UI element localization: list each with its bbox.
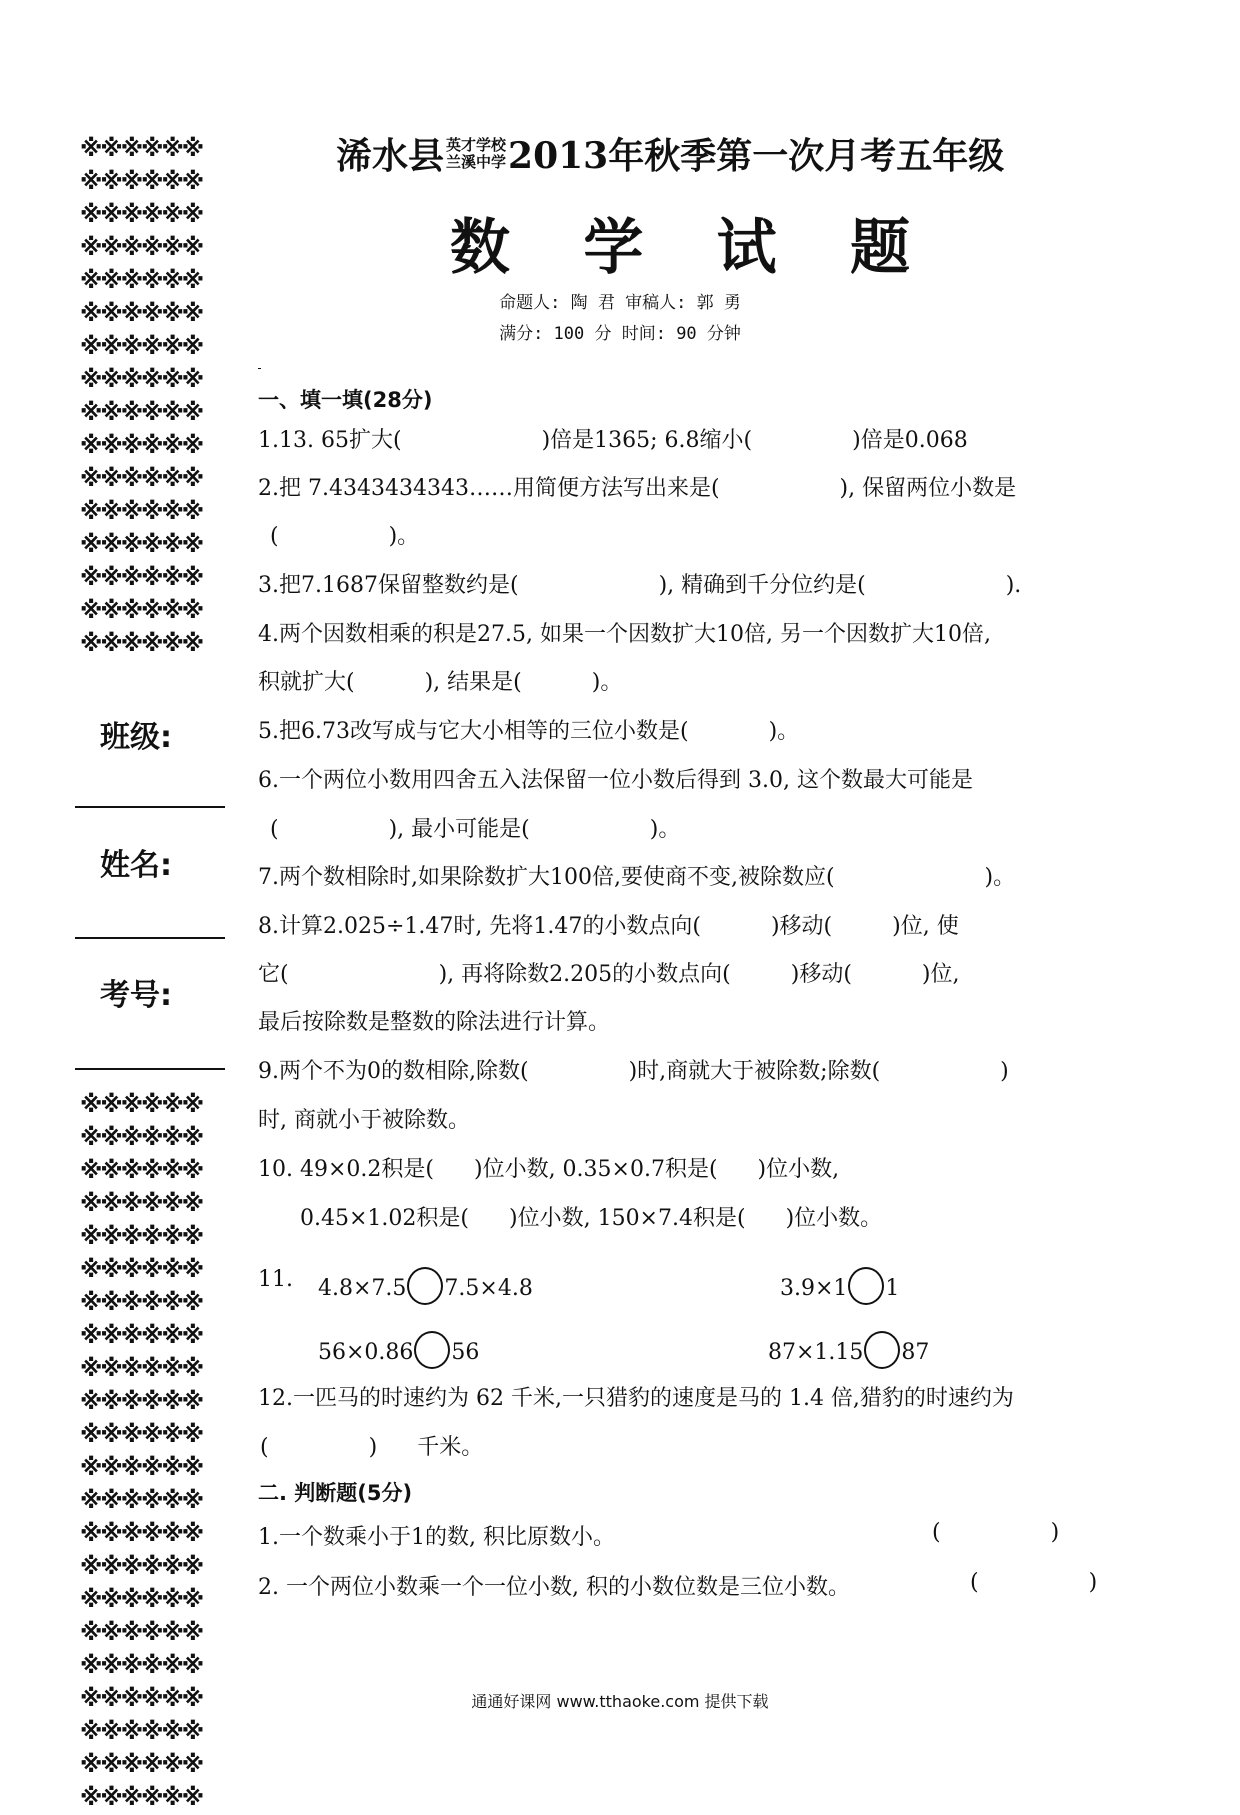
star-row: ※※※※※※ [80,268,203,294]
star-row: ※※※※※※ [80,1488,203,1514]
question-4: 4.两个因数相乘的积是27.5, 如果一个因数扩大10倍, 另一个因数扩大10倍, [258,622,991,647]
compare-expression-2: 3.9×1 1 [780,1267,899,1305]
exam-name: 2013年秋季第一次月考五年级 [508,135,1005,177]
star-row: ※※※※※※ [80,1719,203,1745]
question-6-cont: ( ), 最小可能是( )。 [270,817,681,842]
subject-char: 学 [583,213,644,283]
authors-line: 命题人: 陶 君 审稿人: 郭 勇 [499,293,741,313]
star-row: ※※※※※※ [80,202,203,228]
question-10-cont: 0.45×1.02积是( )位小数, 150×7.4积是( )位小数。 [300,1206,883,1231]
question-12: 12.一匹马的时速约为 62 千米,一只猎豹的速度是马的 1.4 倍,猎豹的时速约为 [258,1386,1014,1411]
star-row: ※※※※※※ [80,598,203,624]
star-row: ※※※※※※ [80,1752,203,1778]
compare-expression-4: 87×1.15 87 [768,1331,929,1369]
star-row: ※※※※※※ [80,631,203,657]
section2-title: 二. 判断题(5分) [258,1481,413,1505]
star-row: ※※※※※※ [80,1521,203,1547]
star-row: ※※※※※※ [80,466,203,492]
name-label: 姓名: [100,848,172,883]
compare-expression-3: 56×0.86 56 [318,1331,479,1369]
question-2-cont: ( )。 [270,524,420,549]
star-row: ※※※※※※ [80,1356,203,1382]
question-9-cont: 时, 商就小于被除数。 [258,1108,470,1133]
compare-circle[interactable] [864,1331,900,1369]
question-8: 8.计算2.025÷1.47时, 先将1.47的小数点向( )移动( )位, 使 [258,914,959,939]
star-row: ※※※※※※ [80,169,203,195]
question-2: 2.把 7.4343434343……用简便方法写出来是( ), 保留两位小数是 [258,476,1017,501]
star-row: ※※※※※※ [80,1422,203,1448]
star-row: ※※※※※※ [80,1587,203,1613]
question-8-cont: 它( ), 再将除数2.205的小数点向( )移动( )位, [258,962,960,987]
divider-tick [258,368,261,369]
question-6: 6.一个两位小数用四舍五入法保留一位小数后得到 3.0, 这个数最大可能是 [258,768,973,793]
subject-char: 题 [849,213,910,283]
star-row: ※※※※※※ [80,433,203,459]
compare-circle[interactable] [848,1267,884,1305]
star-row: ※※※※※※ [80,334,203,360]
school-bottom: 兰溪中学 [446,152,507,171]
star-row: ※※※※※※ [80,1092,203,1118]
question-4-cont: 积就扩大( ), 结果是( )。 [258,670,623,695]
subject-title [450,200,910,286]
star-row: ※※※※※※ [80,532,203,558]
question-9: 9.两个不为0的数相除,除数( )时,商就大于被除数;除数( ) [258,1059,1009,1084]
county-name: 浠水县 [336,135,445,177]
judge-question-1: 1.一个数乘小于1的数, 积比原数小。 [258,1525,615,1550]
subject-char: 试 [716,213,777,283]
section1-title: 一、填一填(28分) [258,388,433,412]
star-row: ※※※※※※ [80,1653,203,1679]
question-7: 7.两个数相除时,如果除数扩大100倍,要使商不变,被除数应( )。 [258,865,1016,890]
judge-question-2: 2. 一个两位小数乘一个一位小数, 积的小数位数是三位小数。 [258,1575,850,1600]
star-row: ※※※※※※ [80,1785,203,1811]
star-row: ※※※※※※ [80,235,203,261]
star-row: ※※※※※※ [80,1290,203,1316]
star-row: ※※※※※※ [80,1224,203,1250]
footer-credit: 通通好课网 www.tthaoke.com 提供下载 [471,1692,769,1711]
name-field[interactable] [75,937,225,939]
subject-char: 数 [450,213,510,283]
score-time-line: 满分: 100 分 时间: 90 分钟 [499,324,741,344]
star-row: ※※※※※※ [80,1257,203,1283]
star-row: ※※※※※※ [80,1620,203,1646]
star-row: ※※※※※※ [80,1455,203,1481]
compare-circle[interactable] [407,1267,443,1305]
star-row: ※※※※※※ [80,499,203,525]
question-10: 10. 49×0.2积是( )位小数, 0.35×0.7积是( )位小数, [258,1157,840,1182]
exam-number-field[interactable] [75,1068,225,1070]
star-row: ※※※※※※ [80,1686,203,1712]
question-12-cont: ( ) 千米。 [260,1435,484,1460]
question-8-end: 最后按除数是整数的除法进行计算。 [258,1010,611,1035]
star-row: ※※※※※※ [80,1554,203,1580]
question-1: 1.13. 65扩大( )倍是1365; 6.8缩小( )倍是0.068 [258,428,968,453]
school-top: 英才学校 [446,135,507,154]
star-row: ※※※※※※ [80,1125,203,1151]
compare-expression-1: 4.8×7.5 7.5×4.8 [318,1267,533,1305]
star-row: ※※※※※※ [80,367,203,393]
star-row: ※※※※※※ [80,1191,203,1217]
judge-bracket-1[interactable]: ( ) [932,1520,1060,1545]
judge-bracket-2[interactable]: ( ) [970,1570,1098,1595]
star-row: ※※※※※※ [80,400,203,426]
star-row: ※※※※※※ [80,1389,203,1415]
star-row: ※※※※※※ [80,1323,203,1349]
star-row: ※※※※※※ [80,301,203,327]
star-row: ※※※※※※ [80,136,203,162]
exam-number-label: 考号: [100,978,172,1013]
class-label: 班级: [100,720,172,755]
exam-title [336,128,1004,179]
class-field[interactable] [75,806,225,808]
question-3: 3.把7.1687保留整数约是( ), 精确到千分位约是( ). [258,573,1022,598]
school-names [446,137,506,171]
star-row: ※※※※※※ [80,565,203,591]
question-11-label: 11. [258,1267,293,1292]
compare-circle[interactable] [414,1331,450,1369]
star-row: ※※※※※※ [80,1158,203,1184]
binding-stars-top [80,133,230,661]
question-5: 5.把6.73改写成与它大小相等的三位小数是( )。 [258,719,800,744]
